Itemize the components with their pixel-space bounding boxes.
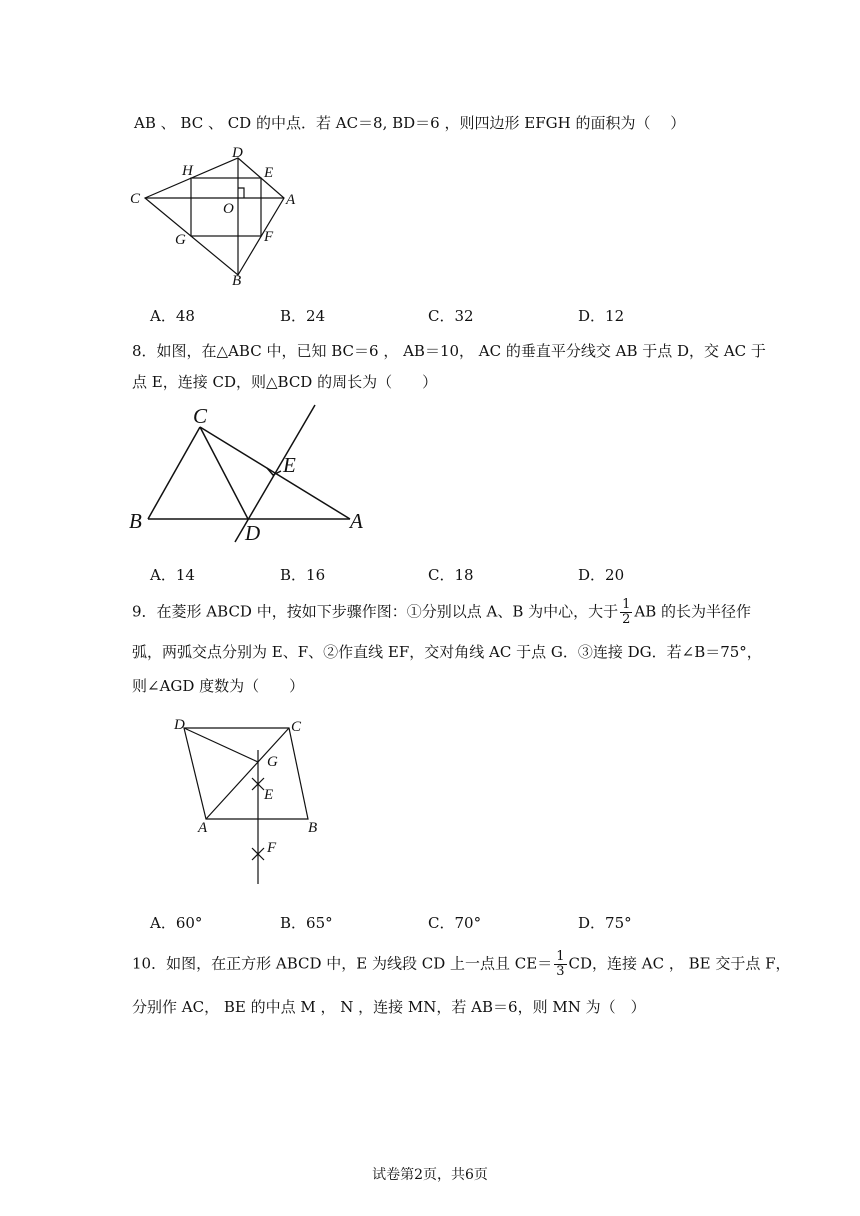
q8-label-e: E [283, 453, 296, 477]
q8-segment-cd [200, 427, 248, 519]
q9-label-a: A [198, 820, 208, 836]
q9-text-line3: 则∠AGD 度数为（ ） [132, 677, 305, 695]
q8-label-a: A [350, 509, 363, 533]
q9-label-g: G [267, 754, 278, 770]
q7-option-b[interactable]: B．24 [280, 307, 326, 325]
q9-option-c[interactable]: C．70° [428, 914, 482, 932]
q10-fraction [554, 950, 566, 979]
q10-text-line2: 分别作 AC， BE 的中点 M ， N ，连接 MN，若 AB＝6，则 MN 为（ ） [132, 998, 646, 1016]
q7-option-d[interactable]: D．12 [578, 307, 625, 325]
q7-label-a: A [286, 192, 296, 208]
q8-label-c: C [193, 404, 208, 428]
q9-fraction-numerator: 1 [622, 597, 631, 612]
q7-label-g: G [175, 232, 186, 248]
q7-label-h: H [182, 163, 193, 179]
q7-label-d: D [232, 145, 243, 161]
q7-label-b: B [232, 273, 242, 289]
q8-option-d[interactable]: D．20 [578, 566, 625, 584]
q9-label-e: E [264, 787, 274, 803]
q9-label-c: C [291, 719, 302, 735]
q9-text-line1-b: AB 的长为半径作 [634, 602, 752, 621]
q9-text-line1-a: 9．在菱形 ABCD 中，按如下步骤作图：①分别以点 A、B 为中心，大于 [132, 602, 619, 621]
q7-label-e: E [264, 165, 274, 181]
q10-fraction-numerator: 1 [556, 949, 565, 964]
q7-text: AB 、 BC 、 CD 的中点．若 AC＝8, BD＝6 ，则四边形 EFGH 的面积为（ ） [134, 114, 686, 132]
q9-diagonal-ac [206, 728, 289, 819]
q9-option-d[interactable]: D．75° [578, 914, 632, 932]
q8-figure [125, 400, 375, 550]
page-footer: 试卷第2页，共6页 [372, 1167, 488, 1183]
q8-label-b: B [129, 509, 142, 533]
q8-text-line1: 8．如图，在△ABC 中，已知 BC＝6 ， AB＝10， AC 的垂直平分线交 AB 于点 D，交 AC 于 [132, 342, 766, 360]
q7-label-f: F [264, 229, 274, 245]
q9-label-b: B [308, 820, 318, 836]
q9-segment-dg [184, 728, 258, 762]
q9-text-line1 [132, 598, 751, 627]
q8-text-line2: 点 E，连接 CD，则△BCD 的周长为（ ） [132, 373, 438, 391]
q8-option-b[interactable]: B．16 [280, 566, 326, 584]
q8-option-a[interactable]: A．14 [150, 566, 195, 584]
q10-text-line1-b: CD，连接 AC ， BE 交于点 F， [568, 954, 791, 973]
q7-label-o: O [223, 201, 234, 217]
q7-label-c: C [130, 191, 141, 207]
q7-figure [125, 145, 305, 290]
q8-segment-bc [148, 427, 200, 519]
q10-text-line1 [132, 950, 791, 979]
q9-rhombus-abcd [184, 728, 308, 819]
q9-fraction [620, 598, 632, 627]
q9-option-a[interactable]: A．60° [150, 914, 203, 932]
q7-right-angle-mark [238, 188, 244, 198]
q9-text-line2: 弧，两弧交点分别为 E、F、②作直线 EF，交对角线 AC 于点 G．③连接 DG．若∠B＝75°， [132, 643, 762, 661]
q9-figure [168, 712, 328, 892]
q8-label-d: D [245, 521, 261, 545]
q8-option-c[interactable]: C．18 [428, 566, 474, 584]
q10-fraction-denominator: 3 [556, 964, 565, 979]
q7-option-a[interactable]: A．48 [150, 307, 195, 325]
q10-text-line1-a: 10．如图，在正方形 ABCD 中，E 为线段 CD 上一点且 CE＝ [132, 954, 553, 973]
q9-label-f: F [267, 840, 277, 856]
q9-label-d: D [174, 717, 185, 733]
q7-option-c[interactable]: C．32 [428, 307, 474, 325]
q9-fraction-denominator: 2 [622, 612, 631, 627]
q9-option-b[interactable]: B．65° [280, 914, 333, 932]
